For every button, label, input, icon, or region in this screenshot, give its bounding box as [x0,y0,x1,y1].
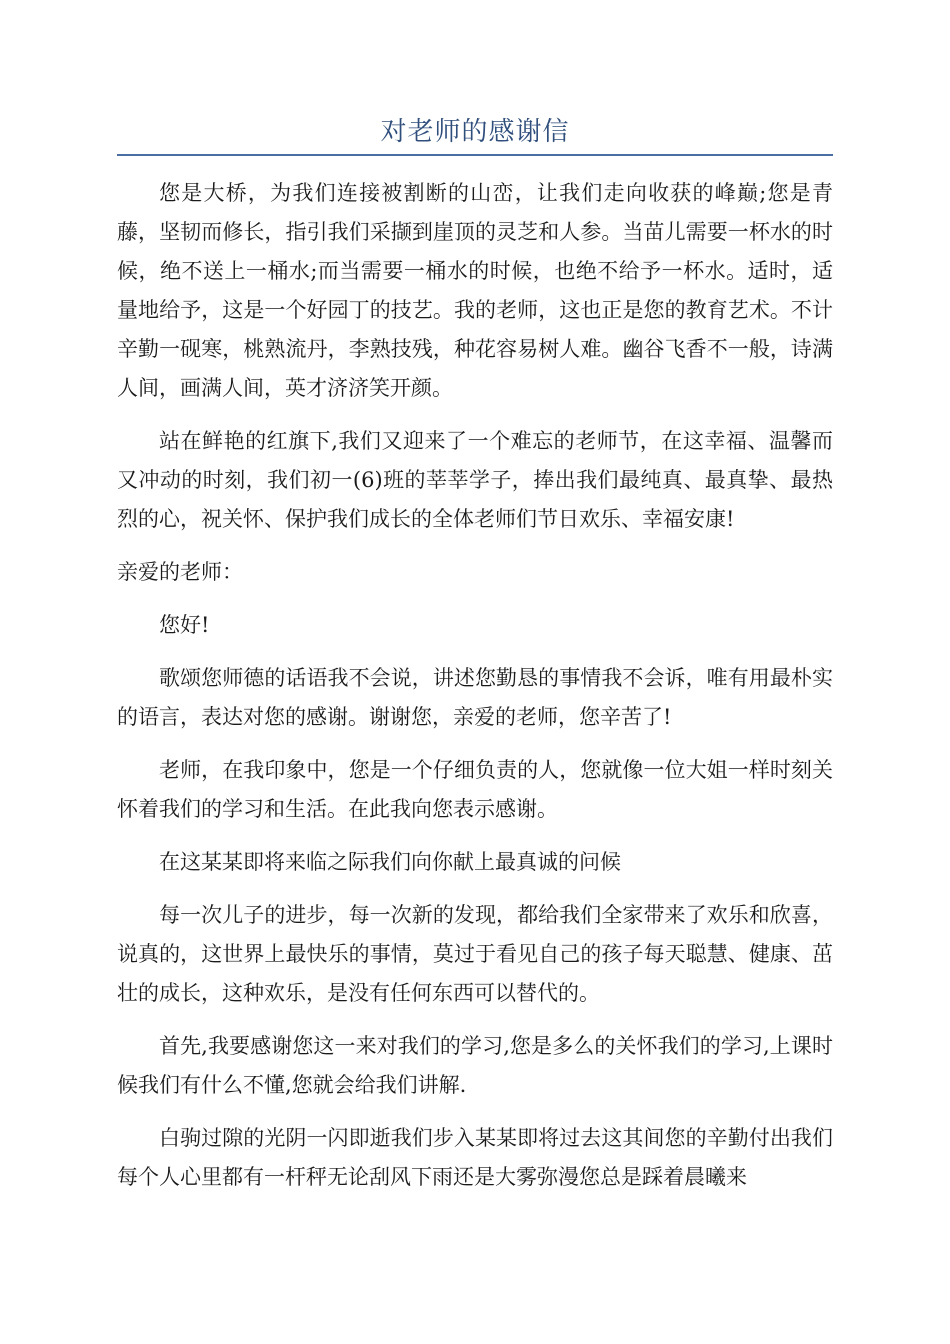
document-title: 对老师的感谢信 [380,117,570,147]
paragraph-2: 站在鲜艳的红旗下,我们又迎来了一个难忘的老师节，在这幸福、温馨而又冲动的时刻，我们初一(6)班的莘莘学子，捧出我们最纯真、最真挚、最热烈的心，祝关怀、保护我们成长的全体老师们节日欢乐、幸福安康! [117,429,833,531]
paragraph-7: 在这某某即将来临之际我们向你献上最真诚的问候 [159,850,621,874]
paragraph-8: 每一次儿子的进步，每一次新的发现，都给我们全家带来了欢乐和欣喜，说真的，这世界上最快乐的事情，莫过于看见自己的孩子每天聪慧、健康、茁壮的成长，这种欢乐，是没有任何东西可以替代的。 [117,903,833,1005]
salutation: 亲爱的老师： [117,560,243,584]
paragraph-10: 白驹过隙的光阴一闪即逝我们步入某某即将过去这其间您的辛勤付出我们每个人心里都有一杆秤无论刮风下雨还是大雾弥漫您总是踩着晨曦来 [117,1126,833,1189]
paragraph-5: 歌颂您师德的话语我不会说，讲述您勤恳的事情我不会诉，唯有用最朴实的语言，表达对您的感谢。谢谢您，亲爱的老师，您辛苦了! [117,666,833,729]
title-underline [117,154,833,156]
greeting: 您好! [159,613,210,637]
paragraph-6: 老师，在我印象中，您是一个仔细负责的人，您就像一位大姐一样时刻关怀着我们的学习和生活。在此我向您表示感谢。 [117,758,833,821]
paragraph-1: 您是大桥，为我们连接被割断的山峦，让我们走向收获的峰巅;您是青藤，坚韧而修长，指引我们采撷到崖顶的灵芝和人参。当苗儿需要一杯水的时候，绝不送上一桶水;而当需要一桶水的时候，也绝不给予一杯水。适时，适量地给予，这是一个好园丁的技艺。我的老师，这也正是您的教育艺术。不计辛勤一砚寒，桃熟流丹，李熟技残，种花容易树人难。幽谷飞香不一般，诗满人间，画满人间，英才济济笑开颜。 [117,181,833,400]
paragraph-9: 首先,我要感谢您这一来对我们的学习,您是多么的关怀我们的学习,上课时候我们有什么不懂,您就会给我们讲解. [117,1034,833,1097]
document-body [117,174,833,1211]
